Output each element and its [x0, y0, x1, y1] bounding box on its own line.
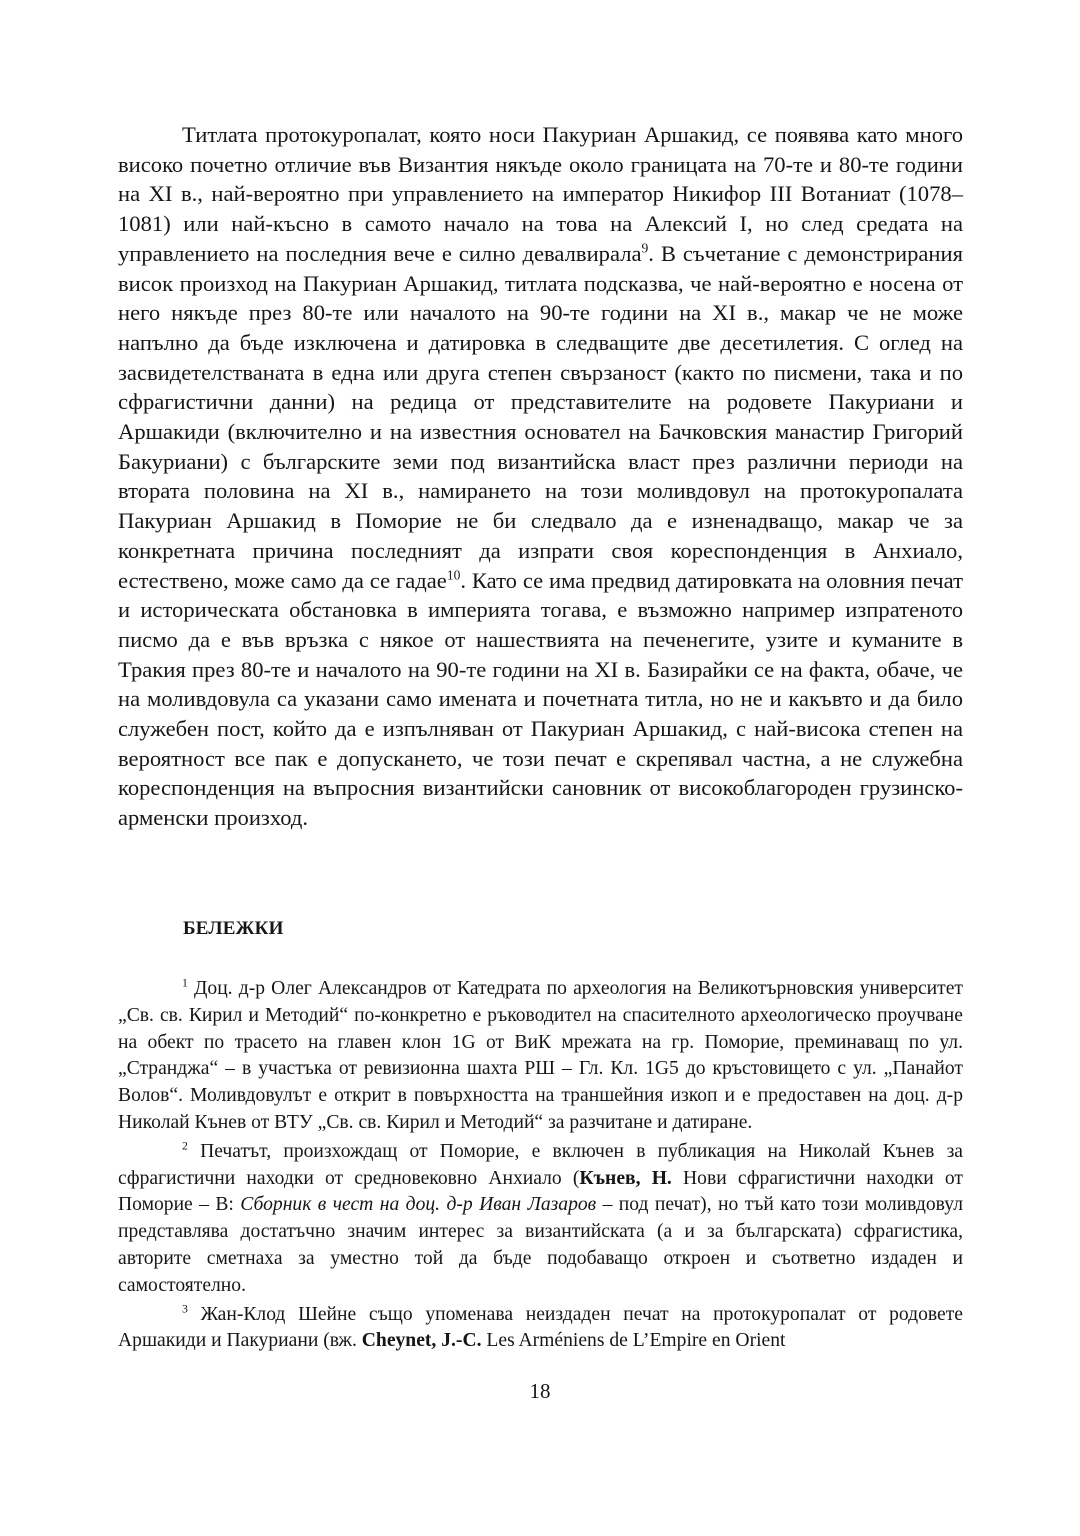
body-paragraph: [118, 120, 963, 833]
note-text: Печатът, произхождащ от Поморие, е включен в публикация на Николай Кънев за сфрагистични находки от средновековно Анхиало (: [118, 1140, 963, 1189]
cited-author: Cheynet, J.-C.: [361, 1330, 482, 1352]
cited-author: Кънев, Н.: [579, 1167, 672, 1189]
note-text: Нови сфрагистични находки от Поморие – В:: [118, 1167, 963, 1216]
body-text-part-3: . Като се има предвид датировката на оловния печат и историческата обстановка в империята тогава, е възможно например изпратеното писмо да е във връзка с някое от нашествията на печенегите, узите и куманите в Тракия през 80-те и началото на 90-те години на XI в. Базирайки се на факта, обаче, че на моливдовула са указани само имената и почетната титла, но не и какъвто и да било служебен пост, който да е изпълняван от Пакуриан Аршакид, с най-висока степен на вероятност все пак е допускането, че този печат е скрепявал частна, а не служебна кореспонденция на въпросния византийски сановник от високоблагороден грузинско-арменски произход.: [118, 567, 963, 831]
note-number: 2: [182, 1139, 188, 1153]
cited-book-title: Сборник в чест на доц. д-р Иван Лазаров: [240, 1194, 597, 1216]
footnote-ref-10: 10: [446, 567, 461, 583]
note-number: 1: [182, 976, 188, 990]
notes-list: [118, 976, 963, 1357]
note-text: Жан-Клод Шейне също упоменава неиздаден печат на протокуропалат от родовете Аршакиди и Пакуриани (вж.: [118, 1303, 963, 1352]
footnote-ref-9: 9: [641, 240, 649, 256]
note-1: [118, 976, 963, 1137]
body-text-part-1: Титлата протокуропалат, която носи Пакуриан Аршакид, се появява като много високо почетно отличие във Византия някъде около границата на 70-те и 80-те години на XI в., най-вероятно при управлението на император Никифор III Вотаниат (1078–1081) или най-късно в самото начало на това на Алексий I, но след средата на управлението на последния вече е силно девалвирала: [118, 122, 963, 266]
page-number: 18: [529, 1379, 551, 1403]
note-text: Доц. д-р Олег Александров от Катедрата по археология на Великотърновския университет „Св. св. Кирил и Методий“ по-конкретно е ръководител на спасителното археологическо проучване на обект по трасето на главен клон 1G от ВиК мрежата на гр. Поморие, преминаващ по ул. „Странджа“ – в участъка от ревизионна шахта РШ – Гл. Кл. 1G5 до кръстовището с ул. „Панайот Волов“. Моливдовулът е открит в повърхността на траншейния изкоп и е предоставен на доц. д-р Николай Кънев от ВТУ „Св. св. Кирил и Методий“ за разчитане и датиране.: [118, 978, 963, 1133]
note-3: [118, 1302, 963, 1356]
note-text: – под печат), но тъй като този моливдовул представлява достатъчно значим интерес за византийската (а и за българската) сфрагистика, авторите сметнаха за уместно той да бъде подобаващо откроен и съответно издаден и самостоятелно.: [118, 1194, 963, 1296]
note-text: Les Arméniens de L’Empire en Orient: [481, 1330, 786, 1352]
notes-heading: БЕЛЕЖКИ: [183, 918, 284, 939]
note-number: 3: [182, 1302, 188, 1316]
body-text-part-2: . В съчетание с демонстрирания висок произход на Пакуриан Аршакид, титлата подсказва, че най-вероятно е носена от него някъде през 80-те или началото на 90-те години на XI в., макар че не може напълно да бъде изключена и датировка в следващите две десетилетия. С оглед на засвидетелстваната в една или друга степен свързаност (както по писмени, така и по сфрагистични данни) на редица от представителите на родовете Пакуриани и Аршакиди (включително и на известния основател на Бачковския манастир Григорий Бакуриани) с българските земи под византийска власт през различни периоди на втората половина на XI в., намирането на този моливдовул на протокуропалата Пакуриан Аршакид в Поморие не би следвало да е изненадващо, макар че за конкретната причина последният да изпрати своя кореспонденция в Анхиало, естествено, може само да се гадае: [118, 240, 963, 593]
note-2: [118, 1139, 963, 1300]
